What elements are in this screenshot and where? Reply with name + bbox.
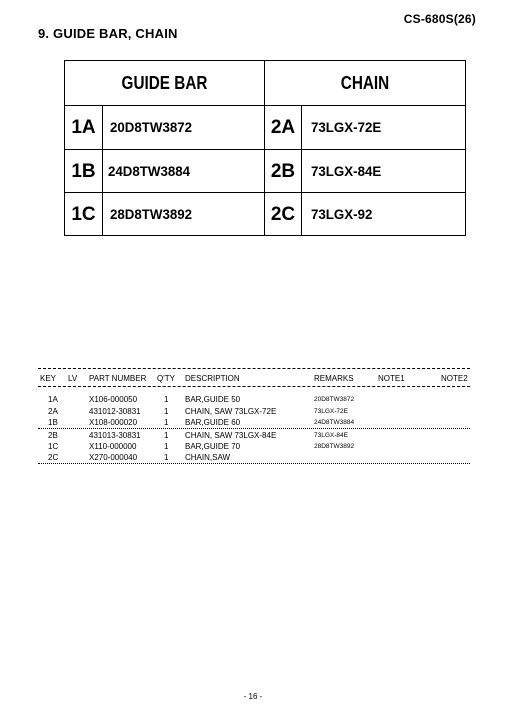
row-qty: 1 xyxy=(164,395,169,404)
col-header-remarks: REMARKS xyxy=(314,374,354,383)
row-description: CHAIN, SAW 73LGX-84E xyxy=(185,431,277,440)
dotted-rule xyxy=(38,463,470,464)
row-part-number: 431012-30831 xyxy=(89,407,141,416)
col-header-part-number: PART NUMBER xyxy=(89,374,147,383)
summary-row xyxy=(65,150,465,193)
bar-key: 1A xyxy=(71,117,96,138)
summary-row xyxy=(65,106,465,150)
row-part-number: 431013-30831 xyxy=(89,431,141,440)
header-row xyxy=(65,61,465,106)
bar-part: 28D8TW3892 xyxy=(110,206,193,222)
dotted-rule xyxy=(38,428,470,429)
row-qty: 1 xyxy=(164,442,169,451)
col-header-description: DESCRIPTION xyxy=(185,374,240,383)
col-header-note2: NOTE2 xyxy=(441,374,468,383)
row-part-number: X108-000020 xyxy=(89,418,138,427)
row-remarks: 28D8TW3892 xyxy=(314,443,355,450)
row-remarks: 24D8TW3884 xyxy=(314,419,355,426)
row-part-number: X270-000040 xyxy=(89,453,138,462)
guide-bar-chain-table xyxy=(64,60,466,236)
col-header-note1: NOTE1 xyxy=(378,374,405,383)
bar-key: 1C xyxy=(71,204,96,225)
row-qty: 1 xyxy=(164,418,169,427)
row-key: 2A xyxy=(48,407,58,416)
page-number: - 16 - xyxy=(243,692,263,701)
chain-part: 73LGX-84E xyxy=(311,163,382,179)
row-key: 1B xyxy=(48,418,58,427)
row-part-number: X110-000000 xyxy=(89,442,137,451)
chain-part: 73LGX-72E xyxy=(311,119,382,135)
bar-part: 24D8TW3884 xyxy=(108,163,191,179)
row-remarks: 73LGX-84E xyxy=(314,432,348,439)
row-part-number: X106-000050 xyxy=(89,395,138,404)
row-qty: 1 xyxy=(164,431,169,440)
guide-bar-header: GUIDE BAR xyxy=(121,73,208,93)
row-key: 1C xyxy=(48,442,59,451)
row-key: 1A xyxy=(48,395,58,404)
row-description: BAR,GUIDE 50 xyxy=(185,395,241,404)
row-remarks: 20D8TW3872 xyxy=(314,396,355,403)
model-number: CS-680S(26) xyxy=(403,12,476,26)
chain-part: 73LGX-92 xyxy=(311,206,373,222)
row-qty: 1 xyxy=(164,407,169,416)
dashed-rule-header xyxy=(38,386,470,387)
section-title: 9. GUIDE BAR, CHAIN xyxy=(38,26,178,41)
row-description: CHAIN,SAW xyxy=(185,453,231,462)
row-remarks: 73LGX-72E xyxy=(314,408,348,415)
chain-key: 2A xyxy=(270,117,296,138)
row-description: BAR,GUIDE 70 xyxy=(185,442,241,451)
col-header-key: KEY xyxy=(40,374,57,383)
col-header-qty: Q'TY xyxy=(157,374,175,383)
bar-part: 20D8TW3872 xyxy=(110,119,193,135)
bar-key: 1B xyxy=(71,161,96,182)
row-description: CHAIN, SAW 73LGX-72E xyxy=(185,407,277,416)
summary-row xyxy=(65,193,465,236)
chain-key: 2C xyxy=(270,204,296,225)
row-description: BAR,GUIDE 60 xyxy=(185,418,241,427)
dashed-rule-top xyxy=(38,368,470,369)
chain-key: 2B xyxy=(270,161,296,182)
chain-header: CHAIN xyxy=(340,73,390,93)
row-qty: 1 xyxy=(164,453,169,462)
row-key: 2B xyxy=(48,431,58,440)
col-header-lv: LV xyxy=(68,374,78,383)
row-key: 2C xyxy=(48,453,59,462)
